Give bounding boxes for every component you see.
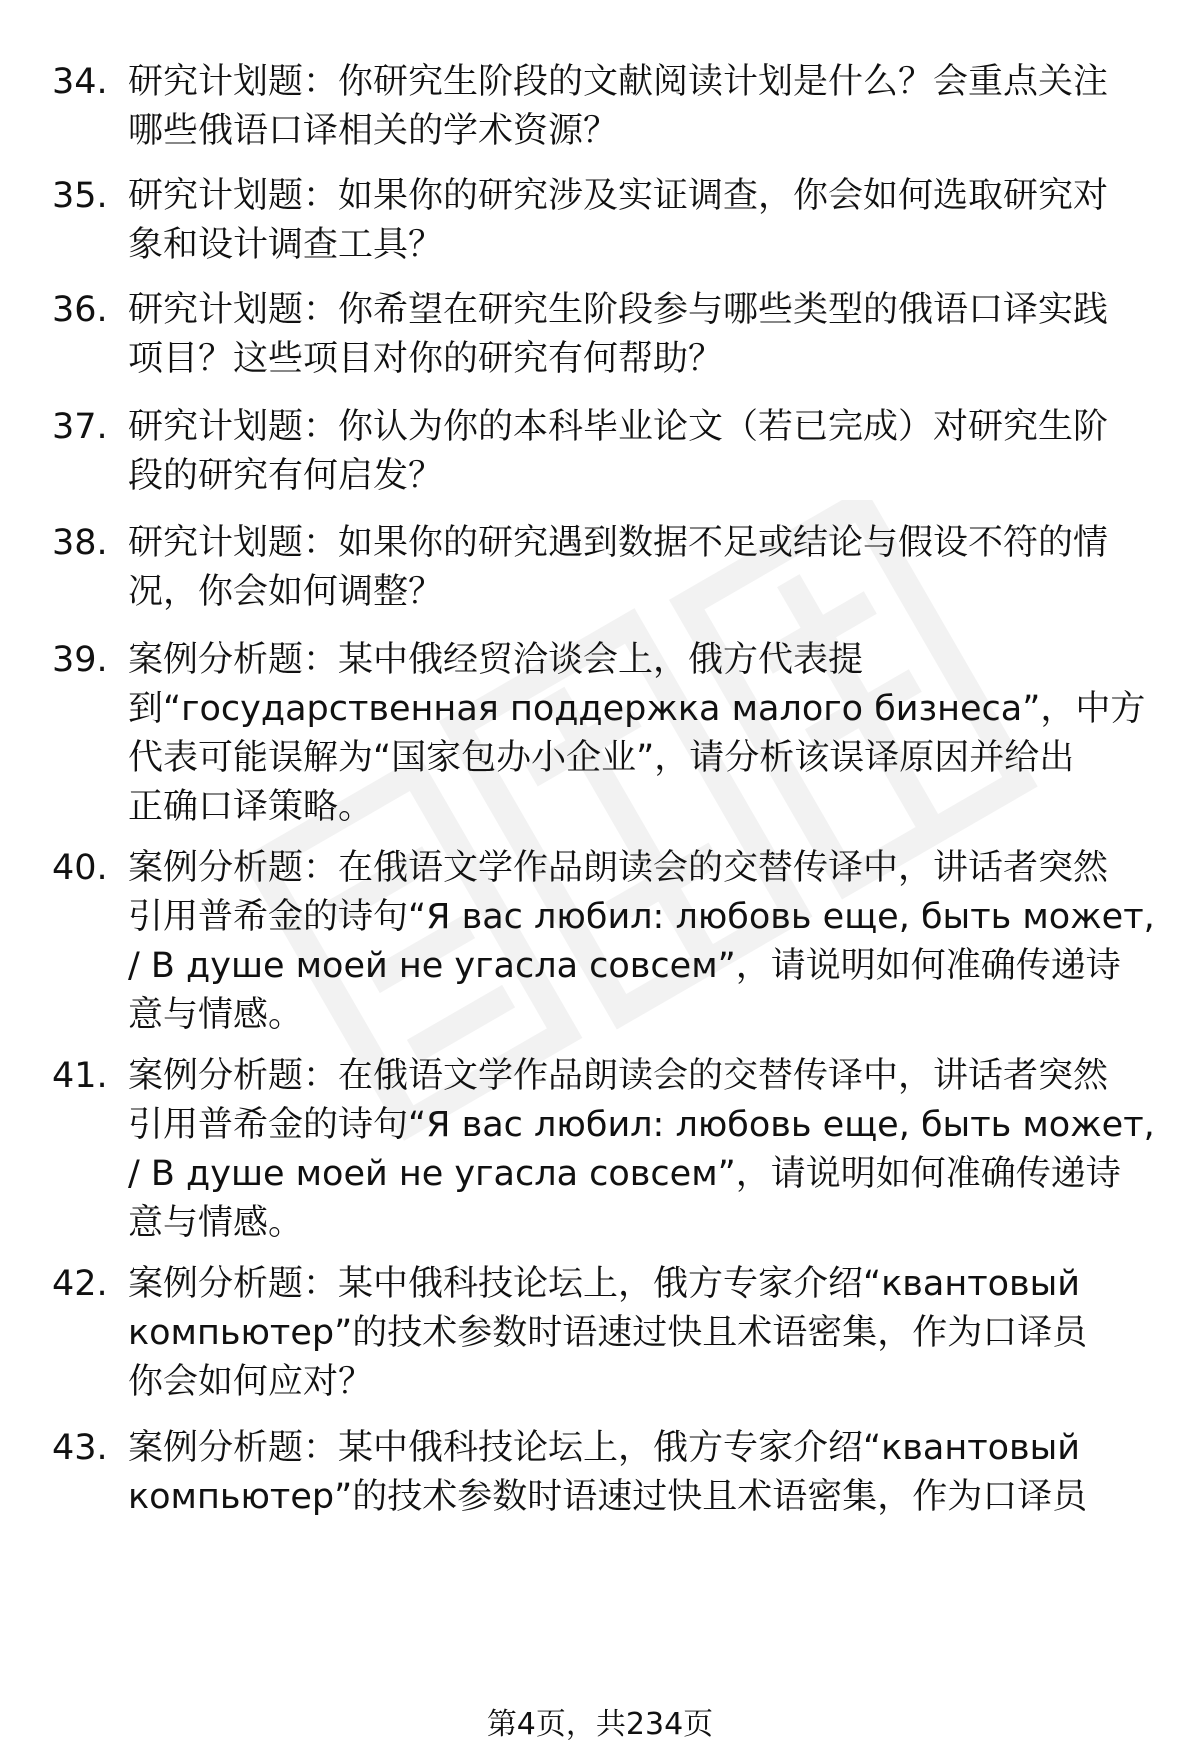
- question-item: [52, 1424, 1172, 1522]
- question-text-line: 正确口译策略。: [128, 787, 374, 827]
- question-text-line: / В душе моей не угасла совсем”，请说明如何准确传递诗: [128, 946, 1121, 986]
- question-text-line: 意与情感。: [128, 995, 304, 1035]
- question-text-line: 研究计划题：如果你的研究涉及实证调查，你会如何选取研究对: [128, 176, 1109, 216]
- question-text-line: 到“государственная поддержка малого бизнеса”，中方: [128, 689, 1146, 729]
- question-number: 38.: [52, 523, 108, 563]
- question-number: 35.: [52, 176, 108, 216]
- question-text-line: 项目？这些项目对你的研究有何帮助？: [128, 339, 724, 379]
- question-text-line: 案例分析题：某中俄科技论坛上，俄方专家介绍“квантовый: [128, 1428, 1081, 1468]
- question-text: [128, 519, 1172, 617]
- question-text: [128, 1052, 1172, 1248]
- question-number: 34.: [52, 62, 108, 102]
- question-text-line: 研究计划题：你研究生阶段的文献阅读计划是什么？会重点关注: [128, 62, 1109, 102]
- question-text-line: 哪些俄语口译相关的学术资源？: [128, 111, 619, 151]
- question-item: [52, 519, 1172, 617]
- question-item: [52, 58, 1172, 156]
- question-text-line: 研究计划题：你希望在研究生阶段参与哪些类型的俄语口译实践: [128, 290, 1109, 330]
- question-text-line: 引用普希金的诗句“Я вас любил: любовь еще, быть может,: [128, 1105, 1155, 1145]
- question-item: [52, 172, 1172, 270]
- question-item: [52, 844, 1172, 1040]
- question-text-line: 研究计划题：你认为你的本科毕业论文（若已完成）对研究生阶: [128, 407, 1109, 447]
- question-text: [128, 636, 1172, 832]
- question-text-line: 段的研究有何启发？: [128, 456, 444, 496]
- question-text-line: 案例分析题：在俄语文学作品朗读会的交替传译中，讲话者突然: [128, 848, 1109, 888]
- question-text: [128, 1424, 1172, 1522]
- question-item: [52, 403, 1172, 501]
- question-number: 39.: [52, 640, 108, 680]
- question-text: [128, 286, 1172, 384]
- question-number: 40.: [52, 848, 108, 888]
- question-number: 41.: [52, 1056, 108, 1096]
- question-text-line: 况，你会如何调整？: [128, 572, 444, 612]
- question-text-line: 研究计划题：如果你的研究遇到数据不足或结论与假设不符的情: [128, 523, 1109, 563]
- question-text-line: 象和设计调查工具？: [128, 225, 444, 265]
- question-text: [128, 172, 1172, 270]
- question-text-line: 引用普希金的诗句“Я вас любил: любовь еще, быть может,: [128, 897, 1155, 937]
- question-text-line: / В душе моей не угасла совсем”，请说明如何准确传递诗: [128, 1154, 1121, 1194]
- question-text-line: 案例分析题：某中俄科技论坛上，俄方专家介绍“квантовый: [128, 1264, 1081, 1304]
- question-item: [52, 1052, 1172, 1248]
- question-text: [128, 58, 1172, 156]
- question-item: [52, 636, 1172, 832]
- question-item: [52, 286, 1172, 384]
- question-number: 36.: [52, 290, 108, 330]
- question-text-line: компьютер”的技术参数时语速过快且术语密集，作为口译员: [128, 1313, 1088, 1353]
- question-text-line: 案例分析题：在俄语文学作品朗读会的交替传译中，讲话者突然: [128, 1056, 1109, 1096]
- question-text-line: компьютер”的技术参数时语速过快且术语密集，作为口译员: [128, 1477, 1088, 1517]
- question-item: [52, 1260, 1172, 1407]
- question-number: 37.: [52, 407, 108, 447]
- page-number-footer: 第4页，共234页: [486, 1707, 714, 1742]
- question-number: 43.: [52, 1428, 108, 1468]
- question-text: [128, 403, 1172, 501]
- question-number: 42.: [52, 1264, 108, 1304]
- question-text: [128, 1260, 1172, 1407]
- question-text-line: 案例分析题：某中俄经贸洽谈会上，俄方代表提: [128, 640, 864, 680]
- question-text-line: 你会如何应对？: [128, 1362, 374, 1402]
- question-text-line: 意与情感。: [128, 1203, 304, 1243]
- question-text: [128, 844, 1172, 1040]
- question-text-line: 代表可能误解为“国家包办小企业”，请分析该误译原因并给出: [128, 738, 1075, 778]
